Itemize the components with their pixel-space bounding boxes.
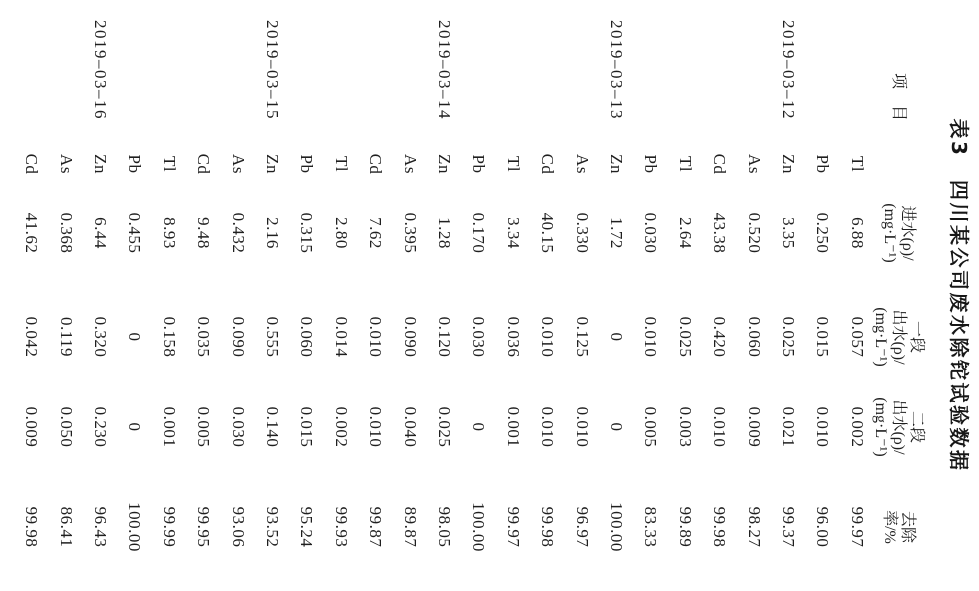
influent-value-cell: 3.35 <box>779 217 798 249</box>
influent-value-cell: 43.38 <box>710 212 730 254</box>
influent-value-cell: 0.368 <box>56 212 76 254</box>
stage1-value-cell: 0.060 <box>744 316 764 358</box>
stage2-value-cell: 0.050 <box>56 406 76 448</box>
element-cell: Pb <box>813 154 833 174</box>
influent-value-cell: 2.80 <box>331 217 351 249</box>
element-cell: As <box>744 154 764 174</box>
date-label: 2019–03–15 <box>263 20 282 120</box>
element-cell: Cd <box>366 153 386 175</box>
stage1-value-cell: 0.042 <box>22 316 42 358</box>
stage2-value-cell: 0.009 <box>744 406 764 448</box>
removal-value-cell: 95.24 <box>297 506 317 548</box>
stage2-value-cell: 0.010 <box>710 406 730 448</box>
stage2-value-cell: 0.230 <box>91 406 110 448</box>
stage2-value-cell: 0.002 <box>331 406 351 448</box>
removal-value-cell: 93.06 <box>228 506 248 548</box>
header-removal <box>880 510 916 544</box>
header-influent-line1: 进水(ρ)/ <box>899 205 916 261</box>
element-cell: Cd <box>710 153 730 175</box>
stage1-value-cell: 0.025 <box>779 316 798 358</box>
influent-value-cell: 0.432 <box>228 212 248 254</box>
header-removal-line1: 去除 <box>899 510 916 543</box>
header-stage2 <box>871 397 925 456</box>
removal-value-cell: 99.98 <box>538 506 558 548</box>
influent-value-cell: 9.48 <box>194 217 214 249</box>
influent-value-cell: 0.030 <box>641 212 661 254</box>
header-stage1 <box>871 307 925 366</box>
influent-value-cell: 0.520 <box>744 212 764 254</box>
stage2-value-cell: 0.001 <box>503 406 523 448</box>
header-influent <box>880 203 916 262</box>
influent-value-cell: 0.170 <box>469 212 489 254</box>
header-stage2-line1: 二段 <box>908 410 925 444</box>
element-cell: Pb <box>641 154 661 174</box>
stage1-value-cell: 0 <box>125 332 145 342</box>
influent-value-cell: 7.62 <box>366 217 386 249</box>
element-cell: As <box>228 154 248 174</box>
influent-value-cell: 0.330 <box>572 212 592 254</box>
influent-value-cell: 41.62 <box>22 212 42 254</box>
element-cell: Cd <box>194 153 214 175</box>
stage2-value-cell: 0 <box>469 422 489 432</box>
removal-value-cell: 89.87 <box>400 506 420 548</box>
stage2-value-cell: 0 <box>607 422 626 432</box>
removal-value-cell: 83.33 <box>641 506 661 548</box>
stage1-value-cell: 0.035 <box>194 316 214 358</box>
removal-value-cell: 86.41 <box>56 506 76 548</box>
date-label: 2019–03–16 <box>91 20 110 120</box>
removal-value-cell: 99.97 <box>503 506 523 548</box>
stage2-value-cell: 0.140 <box>263 406 282 448</box>
stage2-value-cell: 0.005 <box>641 406 661 448</box>
influent-value-cell: 3.34 <box>503 217 523 249</box>
header-stage1-line1: 一段 <box>908 320 925 354</box>
stage2-value-cell: 0.009 <box>22 406 42 448</box>
table-caption: 表3 四川某公司废水除铊试验数据 <box>947 118 971 473</box>
stage1-value-cell: 0.025 <box>675 316 695 358</box>
element-cell: Zn <box>607 154 626 174</box>
element-cell: Zn <box>91 154 110 174</box>
removal-value-cell: 96.00 <box>813 506 833 548</box>
removal-value-cell: 98.27 <box>744 506 764 548</box>
stage2-value-cell: 0.030 <box>228 406 248 448</box>
removal-value-cell: 99.37 <box>779 506 798 548</box>
stage1-value-cell: 0.555 <box>263 316 282 358</box>
header-removal-line2: 率/% <box>881 510 898 544</box>
header-stage2-line2: 出水(ρ)/ <box>890 399 907 455</box>
element-cell: Cd <box>22 153 42 175</box>
stage1-value-cell: 0.015 <box>813 316 833 358</box>
stage2-value-cell: 0.010 <box>366 406 386 448</box>
stage1-value-cell: 0.119 <box>56 316 76 358</box>
stage1-value-cell: 0.014 <box>331 316 351 358</box>
element-cell: Zn <box>435 154 454 174</box>
stage1-value-cell: 0.036 <box>503 316 523 358</box>
removal-value-cell: 93.52 <box>263 506 282 548</box>
stage1-value-cell: 0.120 <box>435 316 454 358</box>
stage2-value-cell: 0.040 <box>400 406 420 448</box>
influent-value-cell: 8.93 <box>159 217 179 249</box>
removal-value-cell: 100.00 <box>125 502 145 552</box>
element-cell: Pb <box>125 154 145 174</box>
stage2-value-cell: 0.015 <box>297 406 317 448</box>
stage1-value-cell: 0.158 <box>159 316 179 358</box>
removal-value-cell: 99.93 <box>331 506 351 548</box>
stage2-value-cell: 0 <box>125 422 145 432</box>
stage2-value-cell: 0.010 <box>813 406 833 448</box>
stage2-value-cell: 0.010 <box>538 406 558 448</box>
influent-value-cell: 6.88 <box>847 217 867 249</box>
date-label: 2019–03–12 <box>779 20 798 120</box>
element-cell: Cd <box>538 153 558 175</box>
removal-value-cell: 99.99 <box>159 506 179 548</box>
header-stage2-unit: (mg·L⁻¹) <box>872 397 889 457</box>
header-stage1-line2: 出水(ρ)/ <box>890 309 907 365</box>
influent-value-cell: 0.250 <box>813 212 833 254</box>
removal-value-cell: 100.00 <box>469 502 489 552</box>
stage2-value-cell: 0.005 <box>194 406 214 448</box>
stage1-value-cell: 0.420 <box>710 316 730 358</box>
influent-value-cell: 1.72 <box>607 217 626 249</box>
stage1-value-cell: 0.320 <box>91 316 110 358</box>
influent-value-cell: 2.16 <box>263 217 282 249</box>
header-influent-unit: (mg·L⁻¹) <box>881 203 898 263</box>
element-cell: Pb <box>469 154 489 174</box>
stage2-value-cell: 0.021 <box>779 406 798 448</box>
removal-value-cell: 99.89 <box>675 506 695 548</box>
removal-value-cell: 98.05 <box>435 506 454 548</box>
removal-value-cell: 99.87 <box>366 506 386 548</box>
element-cell: Pb <box>297 154 317 174</box>
stage2-value-cell: 0.010 <box>572 406 592 448</box>
stage1-value-cell: 0.030 <box>469 316 489 358</box>
influent-value-cell: 6.44 <box>91 217 110 249</box>
stage1-value-cell: 0.057 <box>847 316 867 358</box>
removal-value-cell: 99.98 <box>22 506 42 548</box>
stage1-value-cell: 0.060 <box>297 316 317 358</box>
influent-value-cell: 1.28 <box>435 217 454 249</box>
header-stage1-unit: (mg·L⁻¹) <box>872 307 889 367</box>
removal-value-cell: 99.97 <box>847 506 867 548</box>
element-cell: Tl <box>331 155 351 173</box>
header-item <box>889 73 907 121</box>
removal-value-cell: 99.98 <box>710 506 730 548</box>
stage1-value-cell: 0.090 <box>400 316 420 358</box>
influent-value-cell: 40.15 <box>538 212 558 254</box>
influent-value-cell: 0.315 <box>297 212 317 254</box>
stage2-value-cell: 0.002 <box>847 406 867 448</box>
stage1-value-cell: 0.125 <box>572 316 592 358</box>
element-cell: As <box>400 154 420 174</box>
stage1-value-cell: 0.010 <box>366 316 386 358</box>
influent-value-cell: 0.455 <box>125 212 145 254</box>
element-cell: Tl <box>847 155 867 173</box>
stage2-value-cell: 0.001 <box>159 406 179 448</box>
influent-value-cell: 0.395 <box>400 212 420 254</box>
removal-value-cell: 96.43 <box>91 506 110 548</box>
removal-value-cell: 96.97 <box>572 506 592 548</box>
header-item-label: 项 目 <box>890 72 907 122</box>
element-cell: Tl <box>159 155 179 173</box>
stage2-value-cell: 0.003 <box>675 406 695 448</box>
element-cell: Zn <box>779 154 798 174</box>
date-label: 2019–03–14 <box>435 20 454 120</box>
element-cell: Zn <box>263 154 282 174</box>
element-cell: As <box>56 154 76 174</box>
date-label: 2019–03–13 <box>607 20 626 120</box>
removal-value-cell: 99.95 <box>194 506 214 548</box>
removal-value-cell: 100.00 <box>607 502 626 552</box>
stage1-value-cell: 0.010 <box>641 316 661 358</box>
element-cell: Tl <box>503 155 523 173</box>
stage1-value-cell: 0.090 <box>228 316 248 358</box>
stage1-value-cell: 0.010 <box>538 316 558 358</box>
element-cell: As <box>572 154 592 174</box>
element-cell: Tl <box>675 155 695 173</box>
stage1-value-cell: 0 <box>607 332 626 342</box>
stage2-value-cell: 0.025 <box>435 406 454 448</box>
influent-value-cell: 2.64 <box>675 217 695 249</box>
